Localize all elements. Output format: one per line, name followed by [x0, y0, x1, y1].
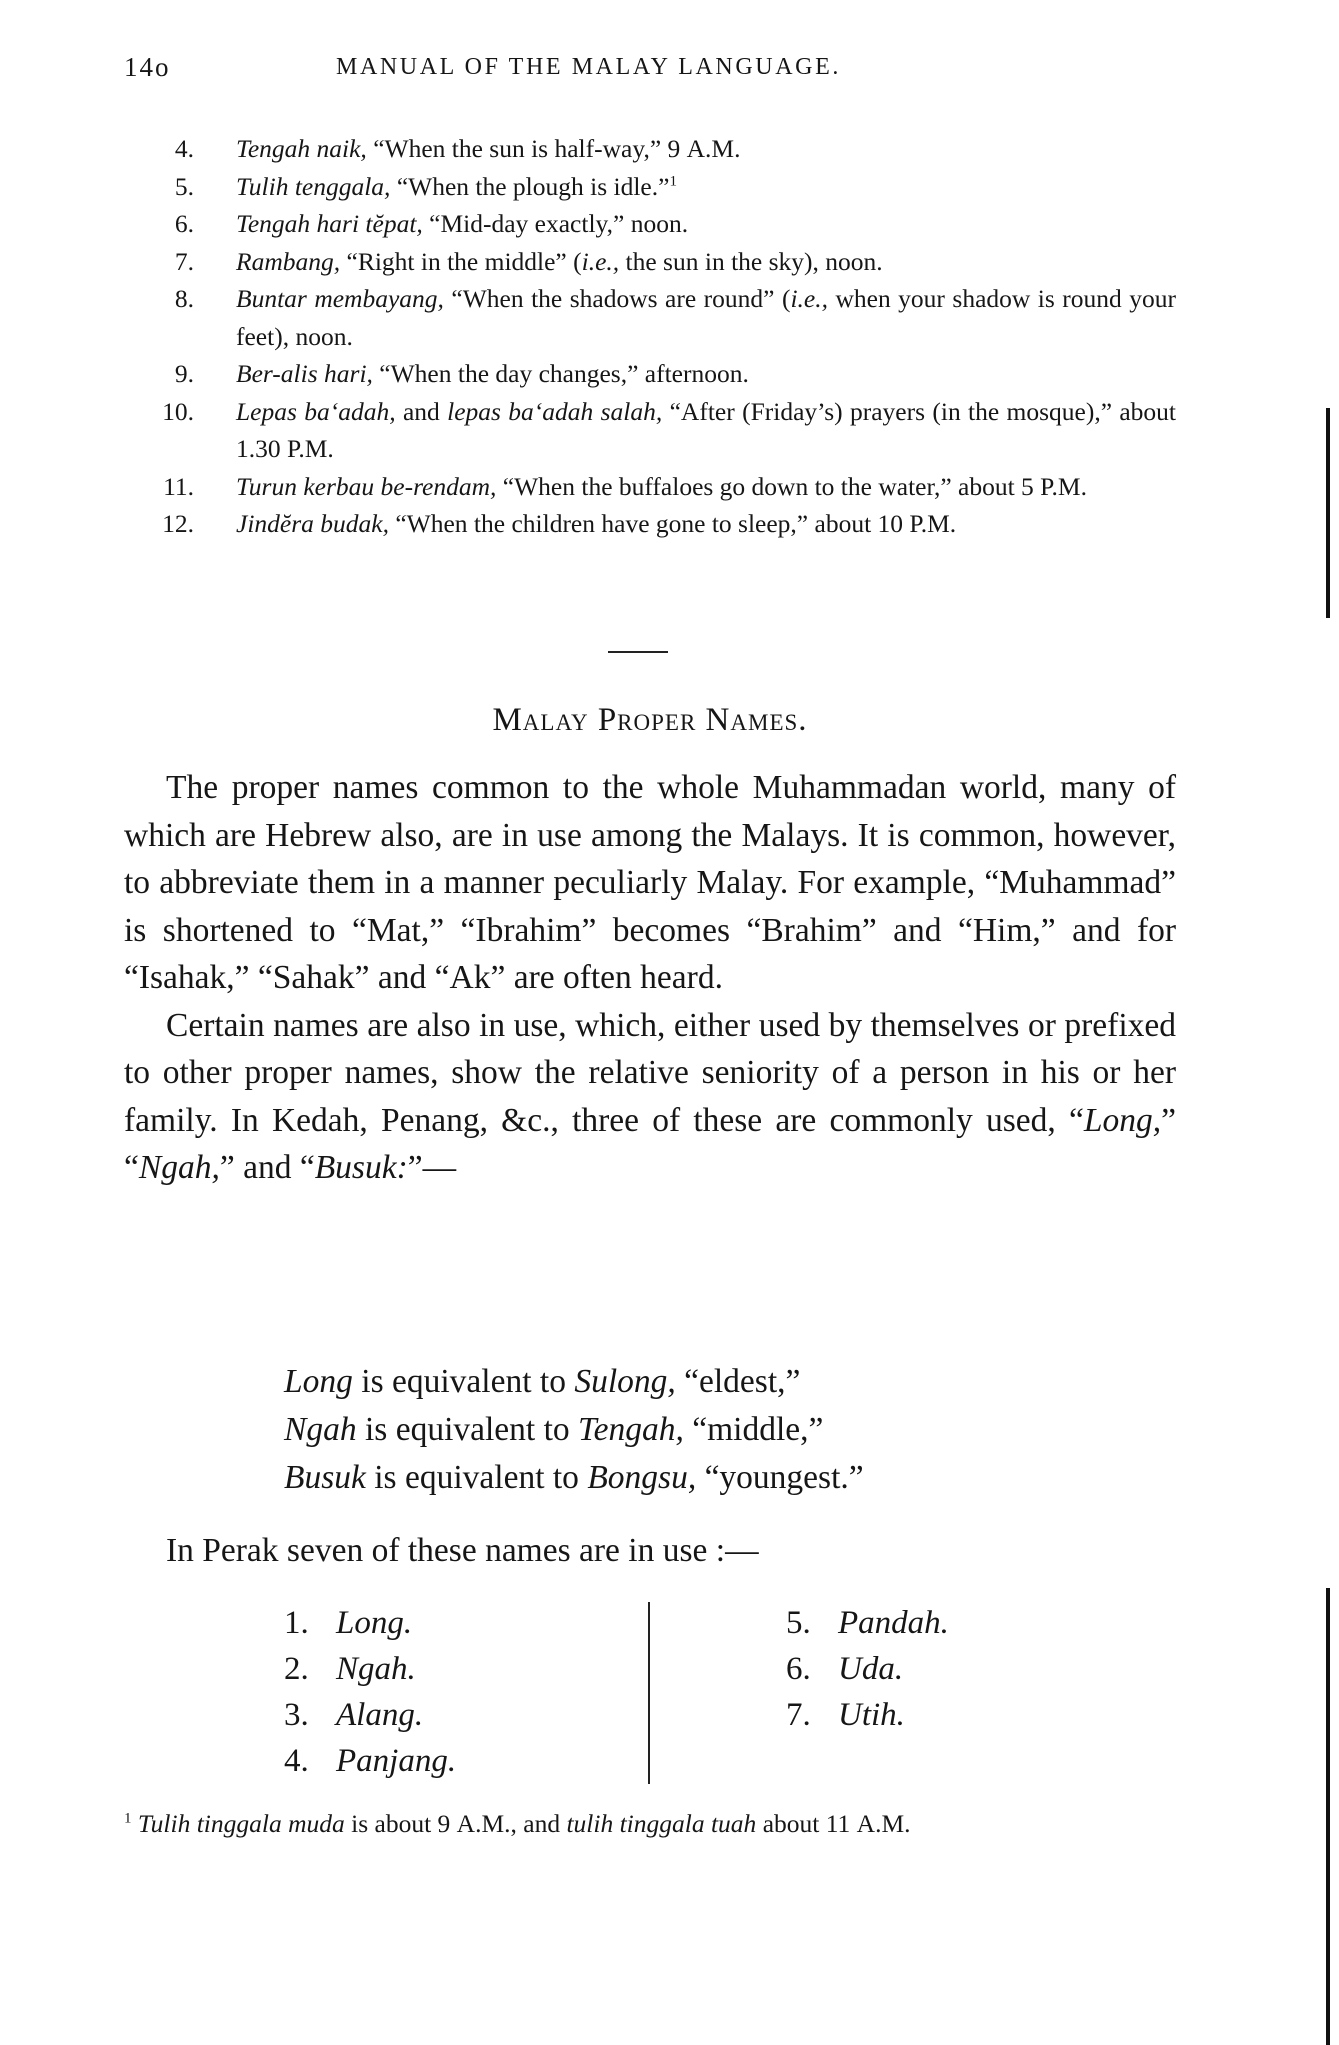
list-item: 3. Alang. — [284, 1697, 424, 1733]
list-item: 2. Ngah. — [284, 1651, 416, 1687]
list-item: 4. Panjang. — [284, 1743, 457, 1779]
list-item: 8. Buntar membayang, “When the shadows are round” (i.e., when your shadow is round your feet), noon. — [174, 284, 1177, 351]
page-number: 14o — [124, 52, 171, 82]
section-divider — [608, 651, 668, 653]
footnote-mark: 1 — [124, 1810, 132, 1827]
list-item: 7. Utih. — [786, 1697, 905, 1733]
running-head — [124, 52, 1176, 92]
body-text — [124, 764, 1176, 1192]
perak-names-left — [284, 1600, 456, 1784]
scan-edge-line — [1326, 408, 1330, 618]
running-title: MANUAL OF THE MALAY LANGUAGE. — [336, 54, 841, 80]
list-item: 7. Rambang, “Right in the middle” (i.e., the sun in the sky), noon. — [174, 246, 883, 276]
perak-intro: In Perak seven of these names are in use :— — [166, 1532, 759, 1569]
paragraph: The proper names common to the whole Muhammadan world, many of which are Hebrew also, are in use among the Malays. It is common, however, to abbreviate them in a manner peculiarly Malay. For example, “Muhammad” is shortened to “Mat,” “Ibrahim” becomes “Brahim” and “Him,” and for “Isahak,” “Sahak” and “Ak” are often heard. — [124, 769, 1176, 996]
list-item: 6. Tengah hari tĕpat, “Mid-day exactly,” noon. — [174, 209, 689, 238]
list-item: 12. Jindĕra budak, “When the children have gone to sleep,” about 10 P.M. — [162, 509, 957, 538]
list-item: 5. Tulih tenggala, “When the plough is idle.”$^1$ — [174, 171, 677, 201]
list-item: 1. Long. — [284, 1605, 413, 1641]
list-item: Busuk is equivalent to Bongsu, “youngest.” — [284, 1459, 864, 1496]
equivalents-list — [284, 1358, 1084, 1502]
list-item: 5. Pandah. — [786, 1605, 949, 1641]
column-divider — [648, 1602, 650, 1784]
footnote-marker[interactable]: 1 — [669, 173, 677, 189]
list-item: 11. Turun kerbau be-rendam, “When the buffaloes go down to the water,” about 5 P.M. — [163, 471, 1087, 501]
list-item: 10. Lepas ba‘adah, and lepas ba‘adah salah, “After (Friday’s) prayers (in the mosque),” about 1.30 P.M. — [162, 396, 1177, 463]
list-item: 6. Uda. — [786, 1651, 904, 1687]
list-item: Long is equivalent to Sulong, “eldest,” — [284, 1363, 801, 1400]
section-title: Malay Proper Names. — [492, 702, 808, 738]
scan-edge-line — [1326, 1588, 1330, 2045]
time-of-day-list — [124, 130, 1176, 543]
perak-names-right — [786, 1600, 949, 1738]
footnote: $^1$ Tulih tinggala muda is about 9 A.M., and tulih tinggala tuah about 11 A.M. — [124, 1809, 911, 1838]
list-item: Ngah is equivalent to Tengah, “middle,” — [284, 1411, 824, 1448]
list-item: 4. Tengah naik, “When the sun is half-way,” 9 A.M. — [174, 134, 741, 163]
paragraph: Certain names are also in use, which, either used by themselves or prefixed to other proper names, show the relative seniority of a person in his or her family. In Kedah, Penang, &c., three of these are commonly used, “Long,” “Ngah,” and “Busuk:”— — [124, 1006, 1176, 1186]
list-item: 9. Ber-alis hari, “When the day changes,” afternoon. — [174, 359, 749, 388]
